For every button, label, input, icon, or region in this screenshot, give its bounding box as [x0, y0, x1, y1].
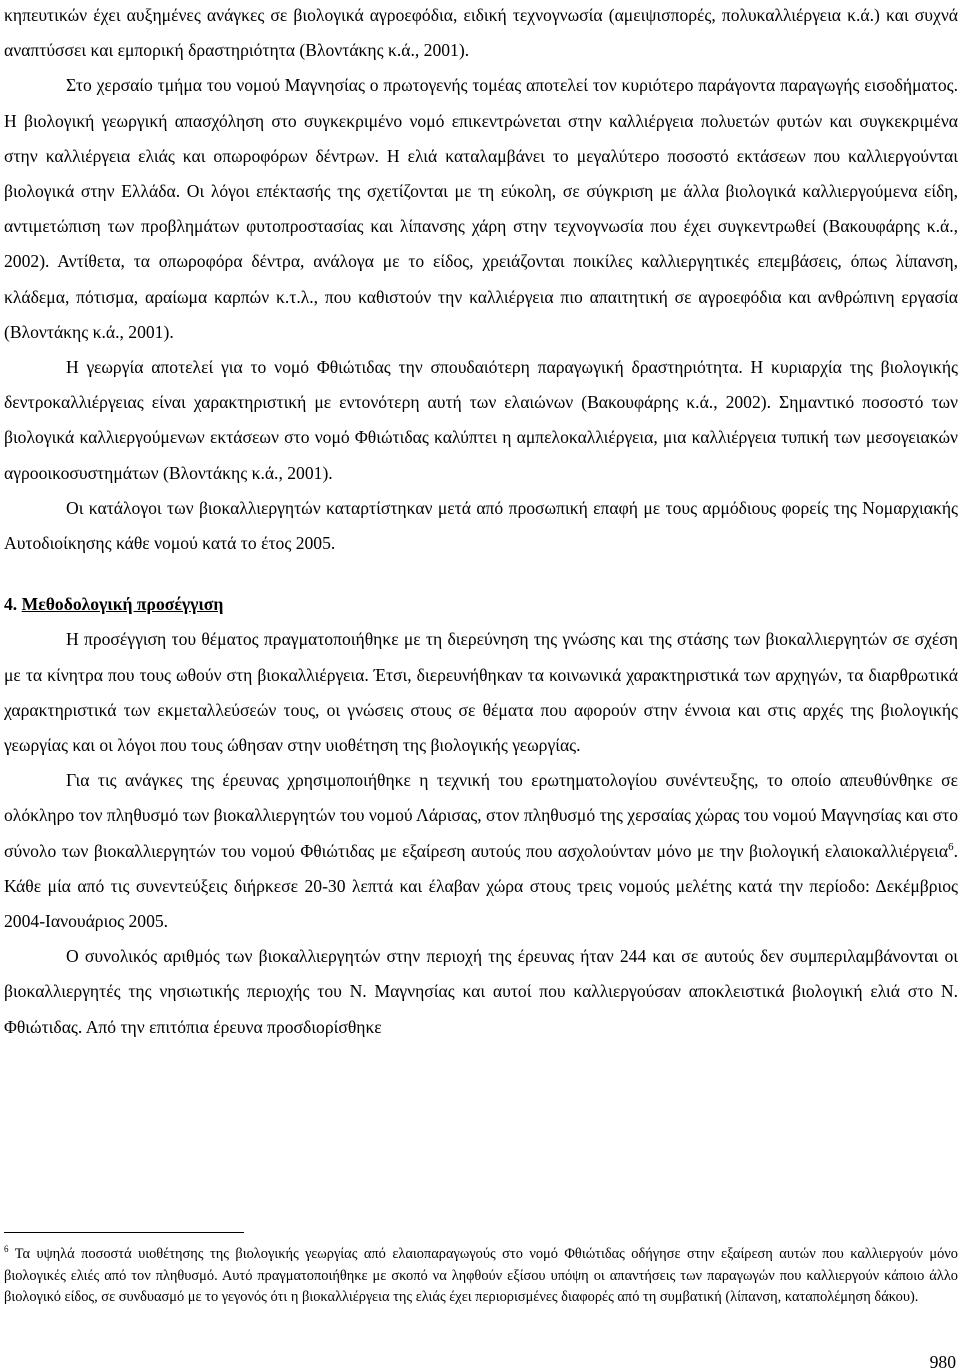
footnote-reference: 6	[948, 840, 954, 853]
paragraph-continuation: κηπευτικών έχει αυξημένες ανάγκες σε βιολογικά αγροεφόδια, ειδική τεχνογνωσία (αμειψισπορές, πολυκαλλιέργεια κ.ά.) και συχνά αναπτύσσει και εμπορική δραστηριότητα (Βλοντάκης κ.ά., 2001).	[4, 5, 958, 61]
paragraph-questionnaire	[4, 763, 958, 939]
section-title: Μεθοδολογική προσέγγιση	[21, 594, 224, 615]
paragraph-fthiotida: Η γεωργία αποτελεί για το νομό Φθιώτιδας την σπουδαιότερη παραγωγική δραστηριότητα. Η κυριαρχία της βιολογικής δεντροκαλλιέργειας είναι χαρακτηριστική με εντονότερη αυτή των ελαιώνων (Βακουφάρης κ.ά., 2002). Σημαντικό ποσοστό των βιολογικά καλλιεργούμενων εκτάσεων στο νομό Φθιώτιδας καλύπτει η αμπελοκαλλιέργεια, μια καλλιέργεια τυπική των μεσογειακών αγροοικοσυστημάτων (Βλοντάκης κ.ά., 2001).	[4, 357, 958, 483]
paragraph-questionnaire-tail: . Κάθε μία από τις συνεντεύξεις διήρκεσε 20-30 λεπτά και έλαβαν χώρα στους τρεις νομούς μελέτης κατά την περίοδο: Δεκέμβριος 2004-Ιανουάριος 2005.	[4, 840, 958, 932]
section-heading	[4, 587, 958, 622]
section-number: 4.	[4, 594, 18, 615]
footnote-mark: 6	[4, 1244, 9, 1254]
footnote	[4, 1244, 958, 1309]
document-page	[4, 0, 958, 1045]
paragraph-magnesia: Στο χερσαίο τμήμα του νομού Μαγνησίας ο πρωτογενής τομέας αποτελεί τον κυριότερο παράγοντα παραγωγής εισοδήματος. Η βιολογική γεωργική απασχόληση στο συγκεκριμένο νομό επικεντρώνεται στην καλλιέργεια πολυετών φυτών και συγκεκριμένα στην καλλιέργεια ελιάς και οπωροφόρων δέντρων. Η ελιά καταλαμβάνει το μεγαλύτερο ποσοστό εκτάσεων που καλλιεργούνται βιολογικά στην Ελλάδα. Οι λόγοι επέκτασής της σχετίζονται με τη εύκολη, σε σύγκριση με άλλα βιολογικά καλλιεργούμενα είδη, αντιμετώπιση των προβλημάτων φυτοπροστασίας και λίπανσης χάρη στην τεχνογνωσία που έχει συγκεντρωθεί (Βακουφάρης κ.ά., 2002). Αντίθετα, τα οπωροφόρα δέντρα, ανάλογα με το είδος, χρειάζονται ποικίλες καλλιεργητικές επεμβάσεις, όπως λίπανση, κλάδεμα, πότισμα, αραίωμα καρπών κ.τ.λ., που καθιστούν την καλλιέργεια πιο απαιτητική σε αγροεφόδια και ανθρώπινη εργασία (Βλοντάκης κ.ά., 2001).	[4, 75, 958, 342]
paragraph-questionnaire-text: Για τις ανάγκες της έρευνας χρησιμοποιήθηκε η τεχνική του ερωτηματολογίου συνέντευξης, το οποίο απευθύνθηκε σε ολόκληρο τον πληθυσμό των βιοκαλλιεργητών του νομού Λάρισας, στον πληθυσμό της χερσαίας χώρας του νομού Μαγνησίας και στο σύνολο των βιοκαλλιεργητών του νομού Φθιώτιδας με εξαίρεση αυτούς που ασχολούνταν μόνο με την βιολογική ελαιοκαλλιέργεια	[4, 770, 958, 861]
paragraph-catalogues: Οι κατάλογοι των βιοκαλλιεργητών καταρτίστηκαν μετά από προσωπική επαφή με τους αρμόδιους φορείς της Νομαρχιακής Αυτοδιοίκησης κάθε νομού κατά το έτος 2005.	[4, 497, 958, 554]
footnote-separator	[4, 1232, 244, 1233]
paragraph-sample-size: Ο συνολικός αριθμός των βιοκαλλιεργητών στην περιοχή της έρευνας ήταν 244 και σε αυτούς δεν συμπεριλαμβάνονται οι βιοκαλλιεργητές της νησιωτικής περιοχής του Ν. Μαγνησίας και αυτοί που καλλιεργούσαν αποκλειστικά βιολογική ελιά στο Ν. Φθιώτιδας. Από την επιτόπια έρευνα προσδιορίσθηκε	[4, 946, 958, 1037]
section-spacer	[4, 561, 958, 587]
footnote-text: Τα υψηλά ποσοστά υιοθέτησης της βιολογικής γεωργίας από ελαιοπαραγωγούς στο νομό Φθιώτιδας οδήγησε στην εξαίρεση αυτών που καλλιεργούν μόνο βιολογικές ελιές από τον πληθυσμό. Αυτό πραγματοποιήθηκε με σκοπό να ληφθούν εξίσου υπόψη οι απαντήσεις των παραγωγών που καλλιεργούν κάποιο άλλο βιολογικό είδος, σε συνδυασμό με το γεγονός ότι η βιοκαλλιέργεια της ελιάς έχει περιορισμένες διαφορές από τη συμβατική (λίπανση, καταπολέμηση δάκου).	[4, 1246, 958, 1306]
paragraph-approach: Η προσέγγιση του θέματος πραγματοποιήθηκε με τη διερεύνηση της γνώσης και της στάσης των βιοκαλλιεργητών σε σχέση με τα κίνητρα που τους ωθούν στη βιοκαλλιέργεια. Έτσι, διερευνήθηκαν τα κοινωνικά χαρακτηριστικά των αρχηγών, τα διαρθρωτικά χαρακτηριστικά των εκμεταλλεύσεών τους, οι γνώσεις στους σε θέματα που αφορούν στην έννοια και στις αρχές της βιολογικής γεωργίας και οι λόγοι που τους ώθησαν στην υιοθέτηση της βιολογικής γεωργίας.	[4, 629, 958, 756]
page-number: 980	[929, 1352, 956, 1372]
